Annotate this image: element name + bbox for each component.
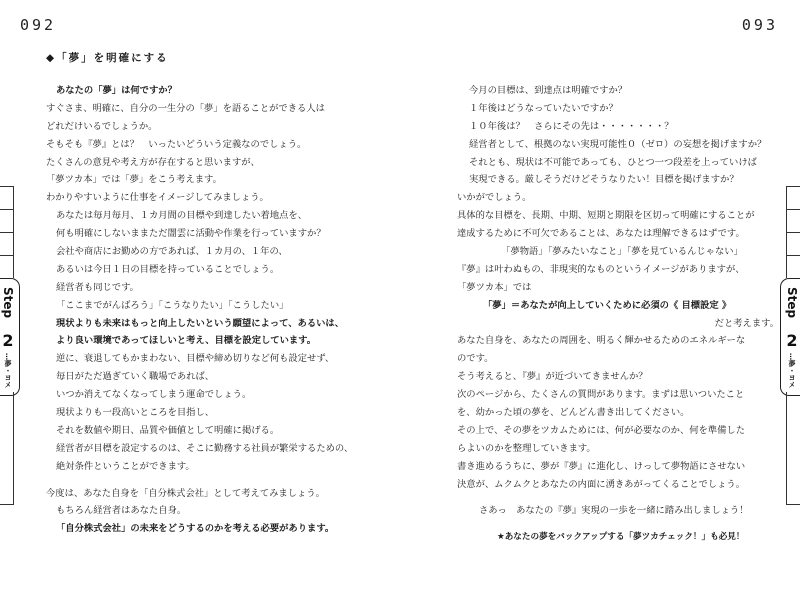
text-line: たくさんの意見や考え方が存在すると思いますが、: [46, 156, 260, 168]
text-line: １０年後は？ さらにその先は・・・・・・・？: [469, 120, 674, 132]
text-line: 「夢ツカ本」では「夢」をこう考えます。: [46, 174, 222, 186]
left-text-column: [46, 82, 386, 538]
text-line: 今月の目標は、到達点は明確ですか？: [469, 85, 628, 96]
text-line: 「夢ツカ本」では: [457, 281, 532, 293]
step-tab: [780, 278, 800, 396]
text-line: 経営者が目標を設定するのは、そこに勤務する社員が繁栄するための、: [56, 442, 354, 454]
text-line: 達成するために不可欠であることは、あなたは理解できるはずです。: [457, 228, 745, 240]
text-line: 『夢』は叶わぬもの、非現実的なものというイメージがありますが、: [457, 263, 745, 275]
text-line: あなた自身を、あなたの周囲を、明るく輝かせるためのエネルギーな: [457, 335, 746, 347]
text-line: どれだけいるでしょうか。: [46, 120, 158, 132]
text-line: 経営者として、根拠のない実現可能性０（ゼロ）の妄想を掲げますか？: [469, 138, 767, 150]
text-line: あるいは今日１日の目標を持っていることでしょう。: [56, 263, 280, 275]
page-number: 093: [741, 16, 778, 34]
text-line: １年後はどうなっていたいですか？: [469, 102, 618, 114]
step-subtitle: …夢・ヨメ: [4, 353, 12, 388]
text-line: それを数値や期日、品質や価値として明確に掲げる。: [56, 424, 280, 436]
text-line: ★あなたの夢をバックアップする「夢ツカチェック！」も必見！: [497, 532, 745, 543]
step-tab: [0, 278, 20, 396]
text-line: すぐさま、明確に、自分の一生分の「夢」を語ることができる人は: [46, 102, 325, 114]
right-page: [400, 0, 800, 594]
text-line: 今度は、あなた自身を「自分株式会社」として考えてみましょう。: [46, 487, 325, 499]
text-line: より良い環境であってほしいと考え、目標を設定しています。: [56, 335, 317, 347]
text-line: 次のページから、たくさんの質問があります。まずは思いついたこと: [457, 389, 745, 401]
text-line: 「自分株式会社」の未来をどうするのかを考える必要があります。: [56, 523, 335, 535]
right-text-column: [457, 82, 787, 547]
text-line: 現状よりも一段高いところを目指し、: [56, 407, 215, 419]
text-line: のです。: [457, 353, 494, 365]
text-line: 「ここまでがんばろう」「こうなりたい」「こうしたい」: [56, 299, 289, 311]
text-line: そもそも『夢』とは？ いったいどういう定義なのでしょう。: [46, 138, 307, 150]
section-heading: ◆「夢」を明確にする: [46, 52, 169, 64]
text-line: 書き進めるうちに、夢が『夢』に進化し、けっして夢物語にさせない: [457, 460, 746, 472]
step-number: 2: [786, 331, 798, 350]
page-number: 092: [20, 16, 57, 34]
step-label: Step: [785, 287, 799, 319]
text-line: 毎日がただ過ぎていく職場であれば、: [56, 371, 215, 383]
step-subtitle: …夢・ヨメ: [788, 353, 796, 388]
text-line: 決意が、ムクムクとあなたの内面に湧きあがってくることでしょう。: [457, 478, 746, 490]
text-line: いつか消えてなくなってしまう運命でしょう。: [56, 389, 252, 401]
text-line: もちろん経営者はあなた自身。: [56, 505, 187, 517]
text-line: 「夢物語」「夢みたいなこと」「夢を見ているんじゃない」: [501, 246, 743, 258]
text-line: 何も明確にしないままただ闇雲に活動や作業を行っていますか？: [56, 228, 326, 240]
text-line: あなたは毎月毎月、１カ月間の目標や到達したい着地点を、: [56, 210, 308, 222]
text-line: そう考えると、『夢』が近づいてきませんか？: [457, 371, 648, 383]
text-line: 実現できる。厳しそうだけどそうなりたい！目標を掲げますか？: [469, 174, 739, 186]
text-line: 「夢」＝あなたが向上していくために必須の《 目標設定 》: [483, 299, 732, 311]
text-line: それとも、現状は不可能であっても、ひとつ一つ段差を上っていけば: [469, 156, 757, 168]
text-line: だと考えます。: [714, 317, 779, 329]
text-line: わかりやすいように仕事をイメージしてみましょう。: [46, 192, 269, 204]
text-line: あなたの「夢」は何ですか？: [56, 85, 177, 96]
text-line: 逆に、衰退してもかまわない、目標や締め切りなど何も設定せず、: [56, 353, 335, 365]
text-line: を、幼かった頃の夢を、どんどん書き出してください。: [457, 407, 690, 419]
text-line: 具体的な目標を、長期、中期、短期と期限を区切って明確にすることが: [457, 210, 755, 222]
text-line: らよいのかを整理していきます。: [457, 442, 596, 454]
text-line: いかがでしょう。: [457, 192, 532, 204]
text-line: 現状よりも未来はもっと向上したいという願望によって、あるいは、: [56, 317, 345, 329]
text-line: 経営者も同じです。: [56, 281, 139, 293]
text-line: 絶対条件ということができます。: [56, 460, 195, 472]
text-line: 会社や商店にお勤めの方であれば、１カ月の、１年の、: [56, 246, 288, 258]
step-label: Step: [1, 287, 15, 319]
text-line: さあっ あなたの『夢』実現の一歩を一緒に踏み出しましょう！: [479, 505, 749, 517]
step-number: 2: [2, 331, 14, 350]
text-line: その上で、その夢をツカムためには、何が必要なのか、何を準備した: [457, 424, 746, 436]
